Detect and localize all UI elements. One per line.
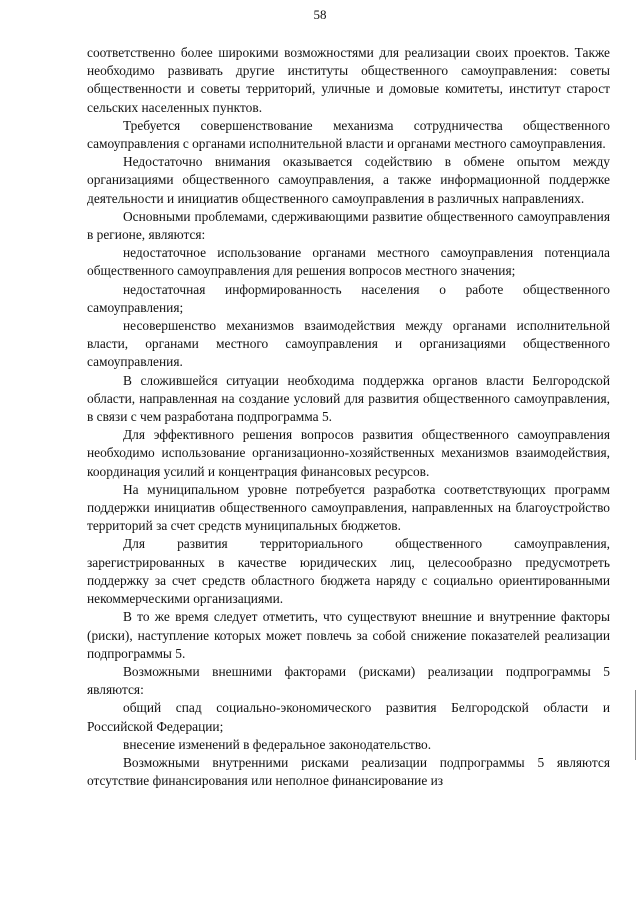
list-item: внесение изменений в федеральное законодательство. bbox=[123, 736, 432, 752]
paragraph: Требуется совершенствование механизма сотрудничества общественного самоуправления с органами исполнительной власти и органами местного самоуправления. bbox=[87, 117, 610, 152]
list-item: недостаточное использование органами местного самоуправления потенциала общественного самоуправления для решения вопросов местного значения; bbox=[87, 245, 610, 279]
scan-edge-mark bbox=[635, 690, 636, 760]
list-item: несовершенство механизмов взаимодействия между органами исполнительной власти, органами местного самоуправления и организациями общественного самоуправления. bbox=[87, 318, 610, 370]
paragraph: В сложившейся ситуации необходима поддержка органов власти Белгородской области, направленная на создание условий для развития общественного самоуправления, в связи с чем разработана подпрограмма 5. bbox=[87, 372, 610, 425]
paragraph: Недостаточно внимания оказывается содействию в обмене опытом между организациями общественного самоуправления, а также информационной поддержке деятельности и инициатив общественного самоуправления в различных направлениях. bbox=[87, 154, 610, 206]
paragraph: Для эффективного решения вопросов развития общественного самоуправления необходимо использование организационно-хозяйственных механизмов взаимодействия, координация усилий и концентрация финансовых ресурсов. bbox=[87, 427, 610, 479]
page-number: 58 bbox=[313, 7, 327, 22]
paragraph: Основными проблемами, сдерживающими развитие общественного самоуправления в регионе, являются: bbox=[87, 208, 610, 243]
paragraph: Для развития территориального общественного самоуправления, зарегистрированных в качестве юридических лиц, целесообразно предусмотреть поддержку за счет средств областного бюджета наряду с социально ориентированными некоммерческими организациями. bbox=[87, 536, 610, 607]
list-item: общий спад социально-экономического развития Белгородской области и Российской Федерации; bbox=[87, 700, 610, 734]
paragraph: В то же время следует отметить, что существуют внешние и внутренние факторы (риски), наступление которых может повлечь за собой снижение показателей реализации подпрограммы 5. bbox=[87, 609, 610, 661]
document-body bbox=[87, 44, 610, 790]
list-item: недостаточная информированность населения о работе общественного самоуправления; bbox=[87, 281, 610, 315]
paragraph: соответственно более широкими возможностями для реализации своих проектов. Также необходимо развивать другие институты общественного самоуправления: советы общественности и советы территорий, уличные и домовые комитеты, институт старост сельских населенных пунктов. bbox=[87, 45, 610, 115]
paragraph: Возможными внутренними рисками реализации подпрограммы 5 являются отсутствие финансирования или неполное финансирование из bbox=[87, 754, 610, 789]
paragraph: На муниципальном уровне потребуется разработка соответствующих программ поддержки инициатив общественного самоуправления, направленных на благоустройство территорий за счет средств муниципальных бюджетов. bbox=[87, 481, 610, 534]
paragraph: Возможными внешними факторами (рисками) реализации подпрограммы 5 являются: bbox=[87, 663, 610, 698]
